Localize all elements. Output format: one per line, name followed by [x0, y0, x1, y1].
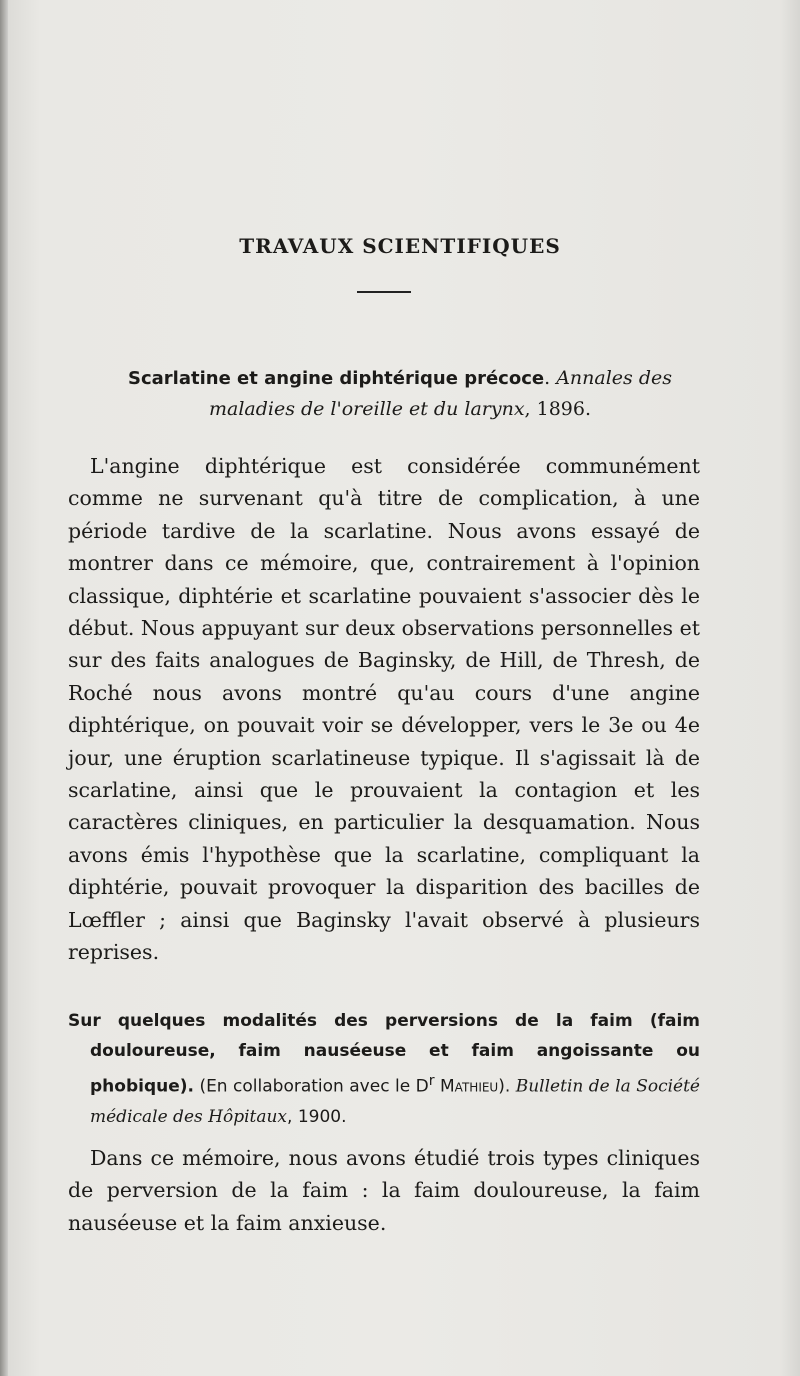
page-edge-shadow: [0, 0, 8, 1376]
publication-title-1: Scarlatine et angine diphtérique précoce: [128, 368, 545, 389]
publication-title-2: Sur quelques modalités des perversions de la faim (faim douloureuse, faim nauséeuse et faim angoissante ou phobique).: [68, 1011, 700, 1097]
section-title: TRAVAUX SCIENTIFIQUES: [239, 234, 561, 258]
publication-journal-1: Annales des maladies de l'oreille et du larynx: [208, 367, 672, 420]
title-divider: [357, 291, 411, 293]
publication-journal-2: Bulletin de la Société médicale des Hôpitaux: [90, 1076, 700, 1127]
publication-year-1: , 1896.: [524, 398, 592, 420]
abstract-paragraph-1: L'angine diphtérique est considérée communément comme ne survenant qu'à titre de complication, à une période tardive de la scarlatine. Nous avons essayé de montrer dans ce mémoire, que, contrairement à l'opinion classique, diphtérie et scarlatine pouvaient s'associer dès le début. Nous appuyant sur deux observations personnelles et sur des faits analogues de Baginsky, de Hill, de Thresh, de Roché nous avons montré qu'au cours d'une angine diphtérique, on pouvait voir se développer, vers le 3e ou 4e jour, une éruption scarlatineuse typique. Il s'agissait là de scarlatine, ainsi que le prouvaient la contagion et les caractères cliniques, en particulier la desquamation. Nous avons émis l'hypothèse que la scarlatine, compliquant la diphtérie, pouvait provoquer la disparition des bacilles de Lœffler ; ainsi que Baginsky l'avait observé à plusieurs reprises.: [68, 454, 700, 965]
publication-collab-open: (En collaboration avec le D: [193, 1076, 429, 1097]
publication-collab-sup: r: [428, 1073, 435, 1089]
abstract-paragraph-2: Dans ce mémoire, nous avons étudié trois types cliniques de perversion de la faim : la faim douloureuse, la faim nauséeuse et la faim anxieuse.: [68, 1146, 700, 1235]
publication-year-2: , 1900.: [287, 1106, 347, 1127]
publication-reference-2: [68, 1006, 700, 1132]
publication-reference-1: [90, 363, 710, 424]
publication-collab-name: Mathieu: [434, 1076, 499, 1097]
publication-sep-1: .: [544, 367, 557, 389]
publication-collab-close: ).: [498, 1076, 516, 1097]
